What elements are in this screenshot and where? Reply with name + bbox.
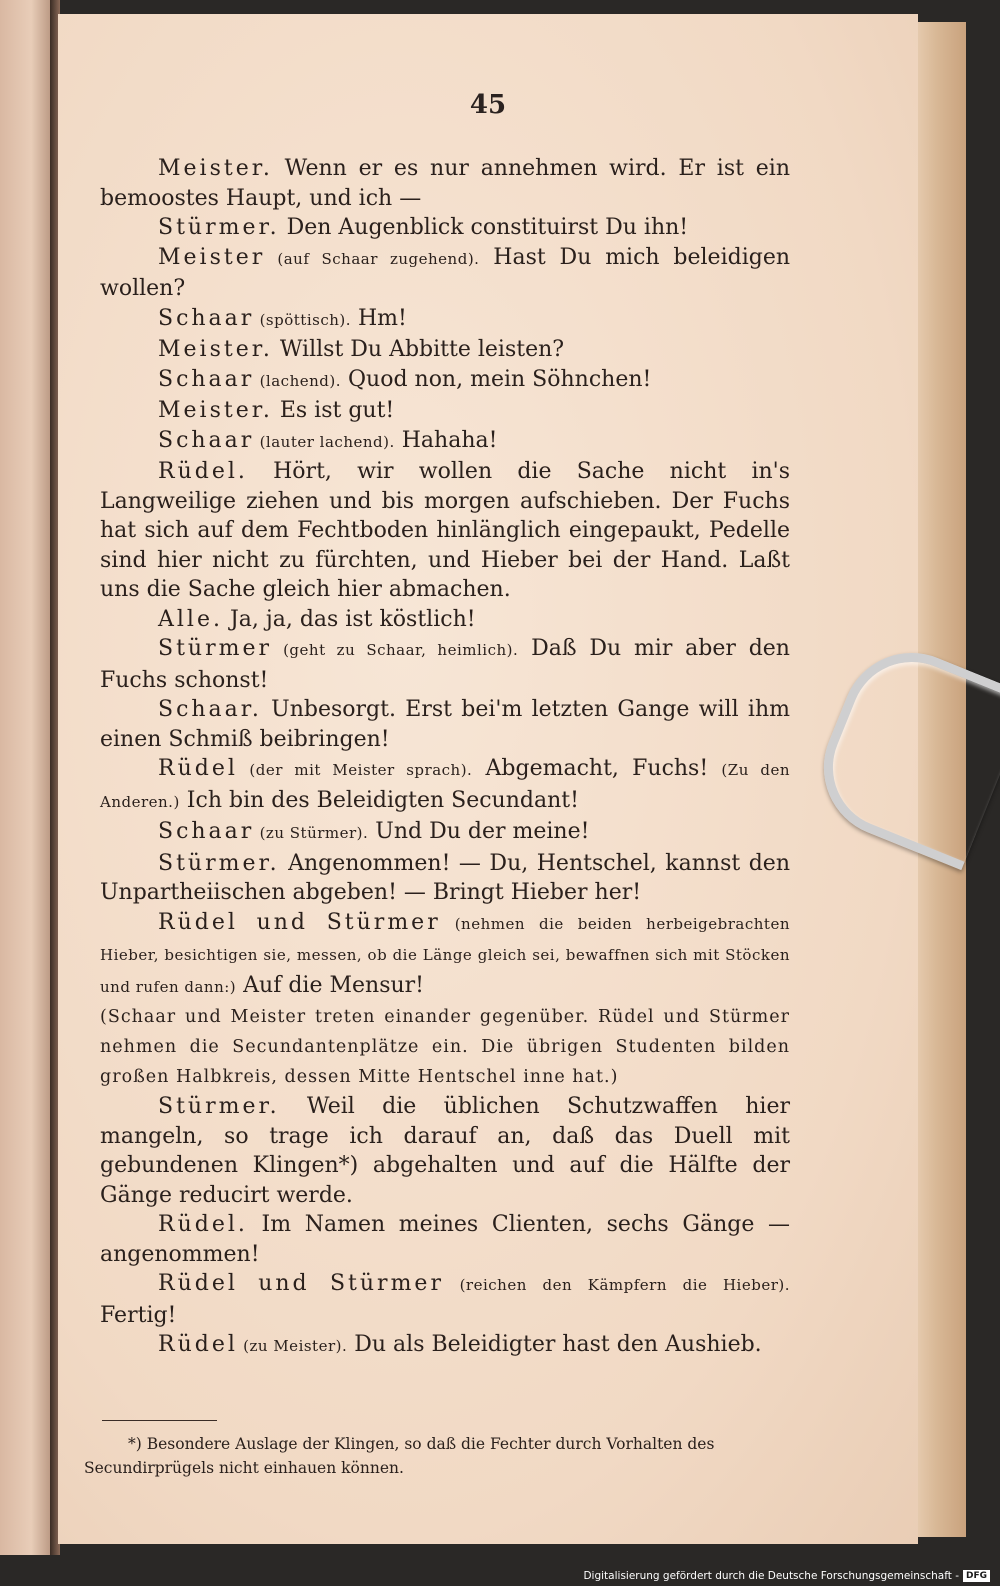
direction-text: (der mit Meister sprach). bbox=[237, 761, 473, 779]
spoken-text: Weil die üblichen Schutzwaffen hier mangeln, so trage ich darauf an, daß das Duell mit gebundenen Klingen*) abgehalten und auf die Hälfte der Gänge reducirt werde. bbox=[100, 1094, 790, 1208]
spoken-text: Es ist gut! bbox=[272, 398, 395, 423]
speaker-name: Meister. bbox=[158, 337, 273, 362]
play-text bbox=[100, 154, 790, 1362]
direction-text: (nehmen die beiden herbeigebrachten Hieber, besichtigen sie, messen, ob die Länge gleich sei, bewaffnen sich mit Stöcken und rufen dann:) bbox=[100, 914, 790, 996]
spoken-text: (Schaar und Meister treten einander gegenüber. Rüdel und Stürmer nehmen die Secundantenplätze ein. Die übrigen Studenten bilden großen Halbkreis, dessen Mitte Hentschel inne hat.) bbox=[100, 1007, 790, 1087]
spoken-text: Unbesorgt. Erst bei'm letzten Gange will ihm einen Schmiß beibringen! bbox=[100, 697, 790, 752]
speaker-name: Alle. bbox=[158, 606, 223, 632]
speaker-name: Schaar. bbox=[158, 697, 262, 722]
spoken-text: Abgemacht, Fuchs! bbox=[472, 756, 722, 781]
speaker-name: Schaar bbox=[158, 819, 255, 844]
book-page bbox=[58, 14, 918, 1544]
direction-text: (Zu den Anderen.) bbox=[100, 761, 790, 811]
spoken-text: Ja, ja, das ist köstlich! bbox=[222, 606, 476, 632]
dialogue-line bbox=[100, 154, 790, 213]
speaker-name: Meister. bbox=[158, 398, 273, 423]
direction-text: (zu Meister). bbox=[237, 1337, 348, 1355]
dialogue-line bbox=[100, 426, 790, 458]
dialogue-line bbox=[100, 1269, 790, 1330]
spoken-text: Hast Du mich beleidigen wollen? bbox=[100, 244, 791, 301]
spoken-text: Hahaha! bbox=[394, 427, 498, 453]
speaker-name: Schaar bbox=[158, 305, 255, 331]
speaker-name: Schaar bbox=[158, 427, 255, 453]
direction-text: (auf Schaar zugehend). bbox=[265, 249, 480, 268]
spoken-text: Angenommen! — Du, Hentschel, kannst den Unpartheiischen abgeben! — Bringt Hieber her! bbox=[100, 850, 790, 905]
dialogue-line bbox=[100, 1330, 790, 1362]
spoken-text: Ich bin des Beleidigten Secundant! bbox=[179, 787, 579, 813]
dialogue-line bbox=[100, 335, 790, 365]
digitization-credit bbox=[583, 1570, 990, 1582]
spoken-text: Daß Du mir aber den Fuchs schonst! bbox=[100, 636, 790, 693]
speaker-name: Meister. bbox=[158, 156, 273, 181]
dialogue-line bbox=[100, 849, 790, 908]
speaker-name: Stürmer. bbox=[158, 850, 280, 876]
speaker-name: Rüdel. bbox=[158, 459, 248, 484]
dialogue-line bbox=[100, 1092, 790, 1210]
spoken-text: Und Du der meine! bbox=[368, 819, 590, 844]
spoken-text: Willst Du Abbitte leisten? bbox=[272, 337, 565, 362]
speaker-name: Schaar bbox=[158, 366, 255, 392]
dialogue-line bbox=[100, 365, 790, 397]
speaker-name: Rüdel bbox=[158, 756, 238, 781]
spoken-text: Hm! bbox=[351, 305, 407, 331]
dialogue-line bbox=[100, 817, 790, 849]
direction-text: (spöttisch). bbox=[254, 310, 351, 329]
speaker-name: Meister bbox=[158, 244, 266, 270]
speaker-name: Rüdel und Stürmer bbox=[158, 909, 441, 935]
dialogue-line bbox=[100, 396, 790, 426]
direction-text: (lauter lachend). bbox=[254, 432, 395, 451]
spoken-text: Fertig! bbox=[100, 1302, 177, 1328]
speaker-name: Rüdel und Stürmer bbox=[158, 1271, 444, 1296]
footnote-rule bbox=[102, 1420, 217, 1421]
stage-direction bbox=[100, 1002, 790, 1092]
spoken-text: Du als Beleidigter hast den Aushieb. bbox=[347, 1332, 762, 1357]
dfg-logo: DFG bbox=[963, 1570, 990, 1582]
page-number: 45 bbox=[469, 90, 507, 120]
spoken-text: Wenn er es nur annehmen wird. Er ist ein bemoostes Haupt, und ich — bbox=[100, 156, 790, 211]
speaker-name: Rüdel bbox=[158, 1332, 238, 1357]
speaker-name: Stürmer bbox=[158, 636, 272, 661]
spoken-text: Quod non, mein Söhnchen! bbox=[341, 366, 652, 392]
direction-text: (geht zu Schaar, heimlich). bbox=[272, 641, 519, 659]
dialogue-line bbox=[100, 304, 790, 336]
dialogue-line bbox=[100, 1210, 790, 1269]
dialogue-line bbox=[100, 908, 790, 1003]
dialogue-line bbox=[100, 213, 790, 243]
speaker-name: Rüdel. bbox=[158, 1212, 248, 1237]
spoken-text: Hört, wir wollen die Sache nicht in's Langweilige ziehen und bis morgen aufschieben. Der Fuchs hat sich auf dem Fechtboden hinlänglich eingepaukt, Pedelle sind hier nicht zu fürchten, und Hieber bei der Hand. Laßt uns die Sache gleich hier abmachen. bbox=[100, 459, 790, 602]
footnote: *) Besondere Auslage der Klingen, so daß die Fechter durch Vorhalten des Secundirprügels nicht einhauen können. bbox=[84, 1435, 715, 1477]
spoken-text: Auf die Mensur! bbox=[236, 972, 425, 998]
credit-text: Digitalisierung gefördert durch die Deutsche Forschungsgemeinschaft - bbox=[583, 1570, 959, 1582]
dialogue-line bbox=[100, 695, 790, 754]
dialogue-line bbox=[100, 754, 790, 817]
spoken-text: Den Augenblick constituirst Du ihn! bbox=[279, 215, 689, 240]
dialogue-line bbox=[100, 457, 790, 605]
spoken-text: Im Namen meines Clienten, sechs Gänge — angenommen! bbox=[100, 1212, 790, 1267]
speaker-name: Stürmer. bbox=[158, 215, 280, 240]
direction-text: (reichen den Kämpfern die Hieber). bbox=[443, 1276, 790, 1294]
direction-text: (zu Stürmer). bbox=[254, 824, 369, 842]
direction-text: (lachend). bbox=[254, 371, 341, 390]
dialogue-line bbox=[100, 634, 790, 695]
dialogue-line bbox=[100, 243, 790, 304]
left-page-edge bbox=[0, 0, 52, 1555]
dialogue-line bbox=[100, 605, 790, 635]
speaker-name: Stürmer. bbox=[158, 1094, 280, 1119]
